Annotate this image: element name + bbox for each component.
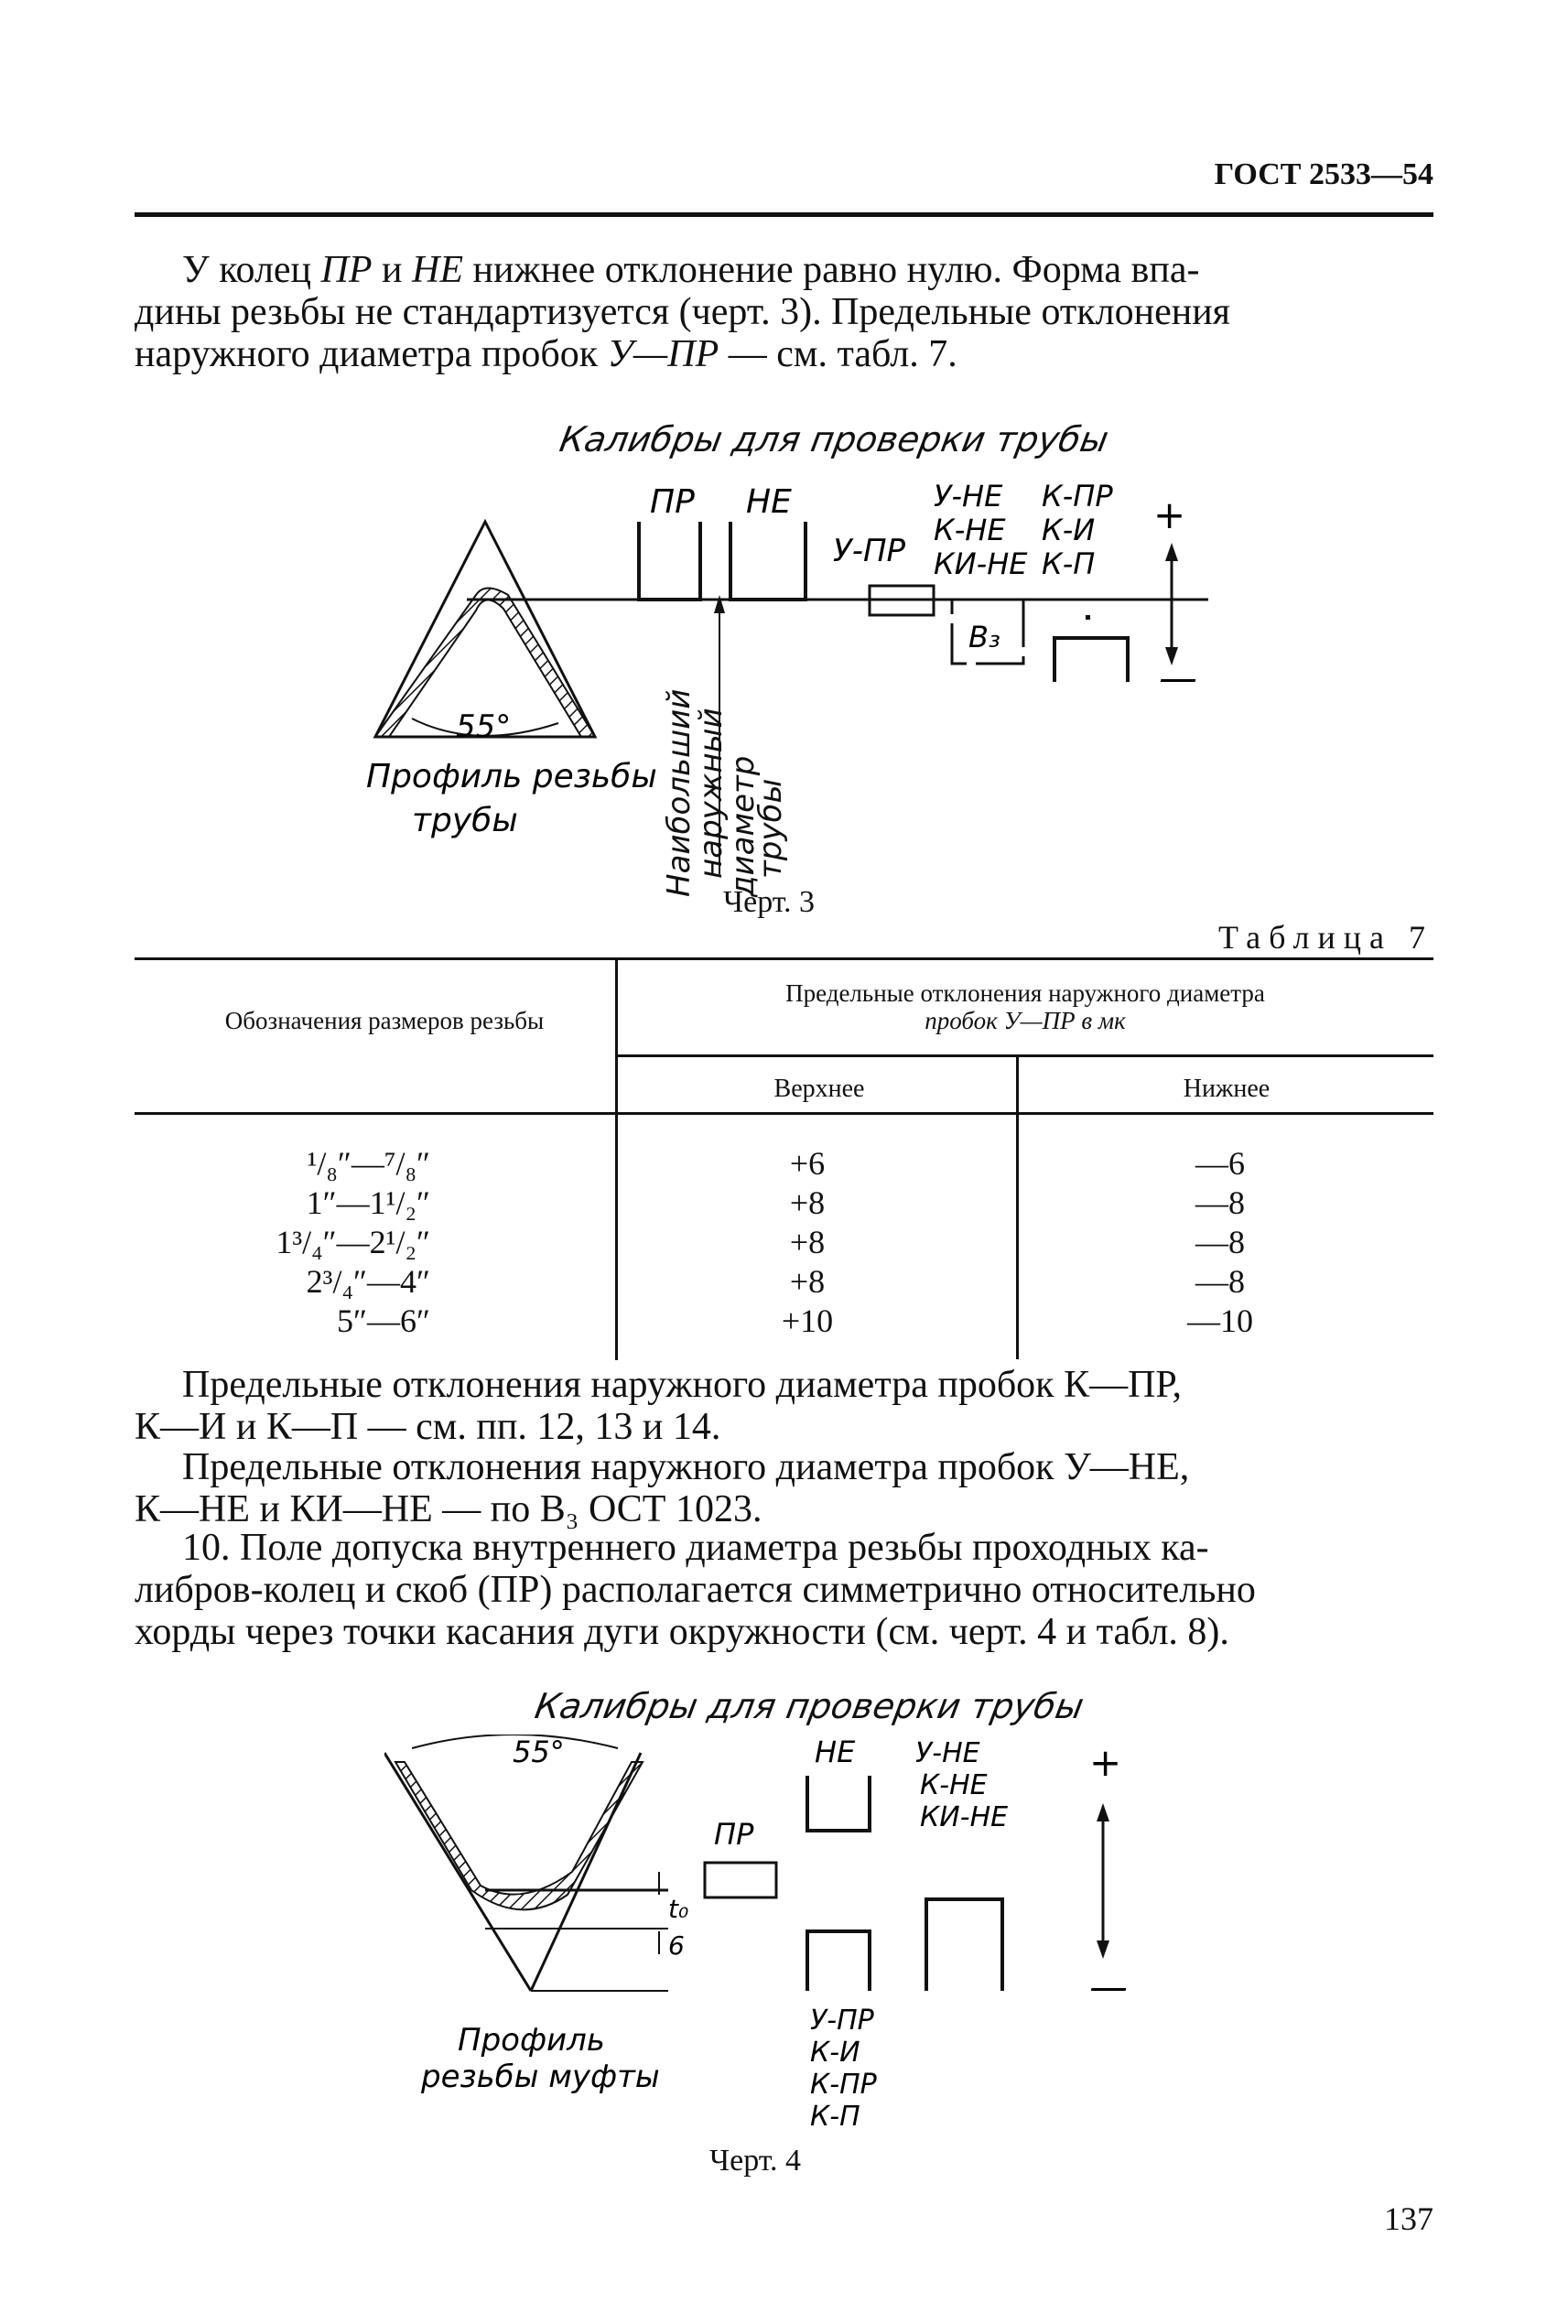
- page-number: 137: [1384, 2200, 1433, 2237]
- fig3-plus: +: [1153, 492, 1186, 537]
- para3-line-2: К—НЕ и КИ—НЕ — по В₃ ОСТ 1023.: [135, 1488, 762, 1530]
- fig3-minus: —: [1159, 655, 1197, 700]
- fig4-bottom-label: К-И: [810, 2037, 860, 2069]
- fig3-profile-label-2: трубы: [412, 802, 518, 839]
- fig3-vertical-labels: [652, 659, 890, 897]
- fig4-plus: +: [1089, 1740, 1122, 1785]
- table7-top-rule: [135, 957, 1433, 960]
- fig4-profile-label-2: резьбы муфты: [421, 2059, 660, 2095]
- paragraph-1: [135, 249, 1433, 375]
- fig4-profile-label-1: Профиль: [458, 2022, 605, 2059]
- fig3-col1-item: КИ-НЕ: [934, 546, 1028, 581]
- para3-line-1: Предельные отклонения наружного диаметра пробок У—НЕ,: [182, 1446, 1190, 1488]
- table7-header-rule: [135, 1112, 1433, 1115]
- fig4-top-label: КИ-НЕ: [920, 1801, 1009, 1833]
- fig3-vert-label-2: наружный: [693, 708, 730, 879]
- table7-cell-upper: +10: [781, 1303, 834, 1339]
- para1-line-1: У колец ПР и НЕ нижнее отклонение равно нулю. Форма впа-: [182, 249, 1200, 291]
- fig3-col2-item: К-П: [1042, 546, 1096, 581]
- table7-cell-size: 5″—6″: [337, 1303, 430, 1339]
- table7-cell-size: 2³/₄″—4″: [306, 1263, 430, 1300]
- fig4-label-ne: НЕ: [815, 1735, 856, 1769]
- fig3-k-field: [1054, 638, 1128, 682]
- fig3-col2-item: К-И: [1042, 513, 1096, 547]
- table7-subcol-divider: [1016, 1057, 1019, 1359]
- fig4-top-label: К-НЕ: [920, 1769, 988, 1801]
- para4-line-1: 10. Поле допуска внутреннего диаметра резьбы проходных ка-: [182, 1527, 1209, 1569]
- table7-sub-upper: Верхнее: [773, 1075, 865, 1103]
- fig4-diagram: [384, 1735, 1208, 2137]
- fig4-ne-field: [807, 1776, 870, 1831]
- fig4-pr-field: [705, 1863, 776, 1897]
- table7-sub-lower: Нижнее: [1183, 1075, 1271, 1103]
- table7-group-header-line-2: пробок У—ПР в мк: [925, 1007, 1126, 1034]
- para1-line-2: дины резьбы не стандартизуется (черт. 3). Предельные отклонения: [135, 291, 1230, 333]
- fig4-bottom-label: К-ПР: [810, 2069, 877, 2101]
- fig4-profile: [384, 1753, 668, 1991]
- fig3-angle-label: 55°: [456, 708, 512, 745]
- table7-cell-upper: +6: [789, 1145, 826, 1182]
- table7-cell-upper: +8: [789, 1263, 826, 1300]
- table7-cell-upper: +8: [789, 1224, 826, 1260]
- paragraph-2: [135, 1364, 1433, 1448]
- fig3-title: Калибры для проверки трубы: [557, 419, 1112, 459]
- para2-line-1: Предельные отклонения наружного диаметра пробок К—ПР,: [182, 1364, 1183, 1406]
- table7-caption: Таблица 7: [1218, 919, 1433, 956]
- table7-col-divider: [615, 957, 618, 1360]
- table7-cell-size: ¹/₈″—⁷/₈″: [307, 1145, 430, 1182]
- fig3-label-upr: У-ПР: [833, 533, 906, 569]
- fig4-caption: Черт. 4: [709, 2144, 802, 2178]
- table7-col1-header: Обозначения размеров резьбы: [224, 1007, 545, 1034]
- fig4-u-field: [926, 1899, 1002, 1991]
- header-rule: [135, 212, 1433, 217]
- para4-line-3: хорды через точки касания дуги окружности (см. черт. 4 и табл. 8).: [135, 1611, 1229, 1653]
- fig3-vert-label-1: Наибольший: [661, 688, 697, 897]
- para4-line-2: либров-колец и скоб (ПР) располагается симметрично относительно: [135, 1569, 1256, 1611]
- fig4-top-label: У-НЕ: [915, 1737, 980, 1769]
- fig3-b3-label: В₃: [968, 620, 1000, 654]
- table7-cell-size: 1″—1¹/₂″: [306, 1184, 430, 1221]
- fig3-col2-item: К-ПР: [1042, 479, 1113, 513]
- fig4-bottom-label: У-ПР: [810, 2005, 874, 2037]
- fig4-six-label: 6: [668, 1930, 685, 1961]
- fig4-bottom-label: К-П: [810, 2101, 860, 2133]
- fig4-minus: —: [1089, 1964, 1128, 2009]
- fig4-t0-label: t₀: [668, 1894, 689, 1924]
- fig4-angle-label: 55°: [513, 1735, 565, 1769]
- fig4-pr-bottom-field: [807, 1931, 870, 1991]
- fig3-ne-field: [730, 522, 806, 600]
- table7-cell-upper: +8: [789, 1184, 826, 1221]
- table7-cell-lower: —6: [1195, 1145, 1245, 1182]
- paragraph-4: [135, 1527, 1433, 1653]
- document-code: ГОСТ 2533—54: [1214, 157, 1433, 191]
- fig3-vert-label-3: диаметр: [725, 755, 762, 897]
- fig3-col1-item: У-НЕ: [934, 479, 1003, 513]
- table7-cell-lower: —8: [1195, 1263, 1245, 1300]
- table7-cell-lower: —8: [1195, 1224, 1245, 1260]
- table7-cell-lower: —10: [1187, 1303, 1253, 1339]
- fig3-label-pr: ПР: [650, 483, 695, 521]
- fig3-col1-item: К-НЕ: [934, 513, 1006, 547]
- para1-line-3: наружного диаметра пробок У—ПР — см. табл. 7.: [135, 333, 957, 375]
- para2-line-2: К—И и К—П — см. пп. 12, 13 и 14.: [135, 1406, 721, 1448]
- fig3-pr-field: [639, 522, 700, 600]
- table7-mid-rule: [618, 1054, 1433, 1057]
- fig3-vert-label-4: трубы: [752, 778, 789, 879]
- table7-cell-size: 1³/₄″—2¹/₂″: [276, 1224, 430, 1260]
- table7-group-header: [632, 979, 1419, 1034]
- table7-cell-lower: —8: [1195, 1184, 1245, 1221]
- fig3-caption: Черт. 3: [723, 885, 816, 919]
- fig4-label-pr: ПР: [714, 1817, 754, 1852]
- table7-group-header-line-1: Предельные отклонения наружного диаметра: [785, 979, 1265, 1007]
- paragraph-3: [135, 1446, 1433, 1530]
- fig4-title: Калибры для проверки трубы: [532, 1686, 1087, 1726]
- fig3-profile-label-1: Профиль резьбы: [366, 758, 657, 795]
- fig3-label-ne: НЕ: [746, 483, 792, 521]
